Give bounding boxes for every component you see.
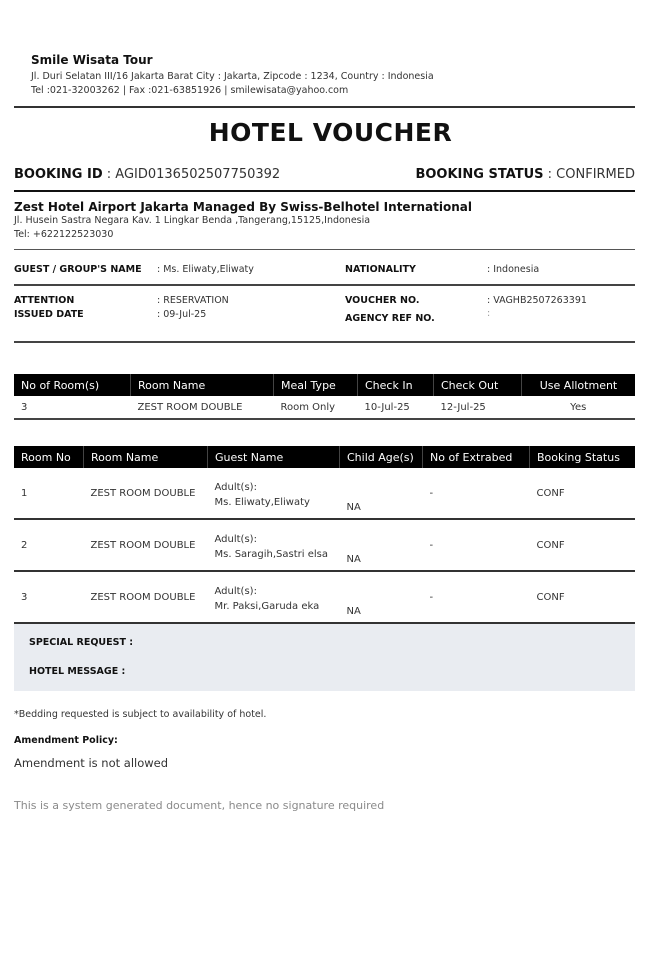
use-allotment: Yes <box>522 396 636 419</box>
guest-full-name: Mr. Paksi,Garuda eka <box>214 601 320 612</box>
issued-date-value: : 09-Jul-25 <box>157 309 207 320</box>
agency-ref-value: : <box>487 308 491 319</box>
check-out: 12-Jul-25 <box>434 396 522 419</box>
child-ages: NA <box>340 468 423 519</box>
guest-name <box>208 468 340 519</box>
guest-type: Adult(s): <box>214 482 257 493</box>
booking-status <box>415 167 635 182</box>
nationality-label: NATIONALITY <box>345 264 416 275</box>
table-row <box>14 468 635 519</box>
notes-box <box>14 624 635 691</box>
guest-type: Adult(s): <box>214 586 257 597</box>
column-header: Meal Type <box>274 374 358 396</box>
column-header: No of Room(s) <box>14 374 131 396</box>
room-name: ZEST ROOM DOUBLE <box>84 468 208 519</box>
table-row <box>14 519 635 571</box>
column-header: Room Name <box>131 374 274 396</box>
attention-value: : RESERVATION <box>157 295 229 306</box>
guest-name-value: : Ms. Eliwaty,Eliwaty <box>157 264 254 275</box>
table-row <box>14 396 635 419</box>
column-header: Check In <box>358 374 434 396</box>
divider <box>14 249 635 250</box>
room-name: ZEST ROOM DOUBLE <box>84 519 208 571</box>
amendment-policy-heading: Amendment Policy: <box>14 735 118 746</box>
booking-id <box>14 167 280 182</box>
check-in: 10-Jul-25 <box>358 396 434 419</box>
hotel-message-label: HOTEL MESSAGE : <box>29 666 126 677</box>
rooms-detail-table <box>14 446 635 624</box>
room-summary-table <box>14 374 635 420</box>
extrabed: - <box>423 519 530 571</box>
room-no: 1 <box>14 468 84 519</box>
room-no: 2 <box>14 519 84 571</box>
no-of-rooms: 3 <box>14 396 131 419</box>
room-no: 3 <box>14 571 84 623</box>
room-name: ZEST ROOM DOUBLE <box>84 571 208 623</box>
guest-name-label: GUEST / GROUP'S NAME <box>14 264 142 275</box>
agency-name: Smile Wisata Tour <box>31 53 153 67</box>
agency-address: Jl. Duri Selatan III/16 Jakarta Barat City : Jakarta, Zipcode : 1234, Country : Indonesia <box>31 71 434 82</box>
column-header: Booking Status <box>530 446 636 468</box>
bedding-note: *Bedding requested is subject to availability of hotel. <box>14 709 267 720</box>
booking-id-value: : AGID0136502507750392 <box>102 167 281 182</box>
table-row <box>14 571 635 623</box>
hotel-address: Jl. Husein Sastra Negara Kav. 1 Lingkar Benda ,Tangerang,15125,Indonesia <box>14 215 371 226</box>
divider <box>14 341 635 343</box>
meal-type: Room Only <box>274 396 358 419</box>
extrabed: - <box>423 468 530 519</box>
guest-name <box>208 571 340 623</box>
table-header-row <box>14 446 635 468</box>
room-name: ZEST ROOM DOUBLE <box>131 396 274 419</box>
table-header-row <box>14 374 635 396</box>
system-generated-note: This is a system generated document, hence no signature required <box>14 799 385 812</box>
child-ages: NA <box>340 519 423 571</box>
agency-ref-label: AGENCY REF NO. <box>345 313 435 324</box>
voucher-no-value: : VAGHB2507263391 <box>487 295 587 306</box>
room-booking-status: CONF <box>530 519 636 571</box>
column-header: Child Age(s) <box>340 446 423 468</box>
guest-full-name: Ms. Saragih,Sastri elsa <box>214 549 328 560</box>
extrabed: - <box>423 571 530 623</box>
guest-full-name: Ms. Eliwaty,Eliwaty <box>214 497 310 508</box>
agency-contact: Tel :021-32003262 | Fax :021-63851926 | smilewisata@yahoo.com <box>31 85 349 96</box>
voucher-no-label: VOUCHER NO. <box>345 295 420 306</box>
amendment-policy-text: Amendment is not allowed <box>14 756 169 770</box>
booking-id-label: BOOKING ID <box>14 167 103 182</box>
column-header: Check Out <box>434 374 522 396</box>
hotel-tel: Tel: +622122523030 <box>14 229 114 240</box>
guest-name <box>208 519 340 571</box>
nationality-value: : Indonesia <box>487 264 540 275</box>
column-header: Use Allotment <box>522 374 636 396</box>
special-request-label: SPECIAL REQUEST : <box>29 637 134 648</box>
issued-date-label: ISSUED DATE <box>14 309 84 320</box>
child-ages: NA <box>340 571 423 623</box>
booking-status-value: : CONFIRMED <box>543 167 635 182</box>
divider <box>14 106 635 108</box>
booking-status-label: BOOKING STATUS <box>415 167 544 182</box>
column-header: Guest Name <box>208 446 340 468</box>
divider <box>14 284 635 286</box>
hotel-name: Zest Hotel Airport Jakarta Managed By Swiss-Belhotel International <box>14 200 472 214</box>
column-header: No of Extrabed <box>423 446 530 468</box>
column-header: Room No <box>14 446 84 468</box>
room-booking-status: CONF <box>530 468 636 519</box>
room-booking-status: CONF <box>530 571 636 623</box>
guest-type: Adult(s): <box>214 534 257 545</box>
page-title: HOTEL VOUCHER <box>208 118 453 147</box>
divider <box>14 190 635 192</box>
attention-label: ATTENTION <box>14 295 75 306</box>
column-header: Room Name <box>84 446 208 468</box>
